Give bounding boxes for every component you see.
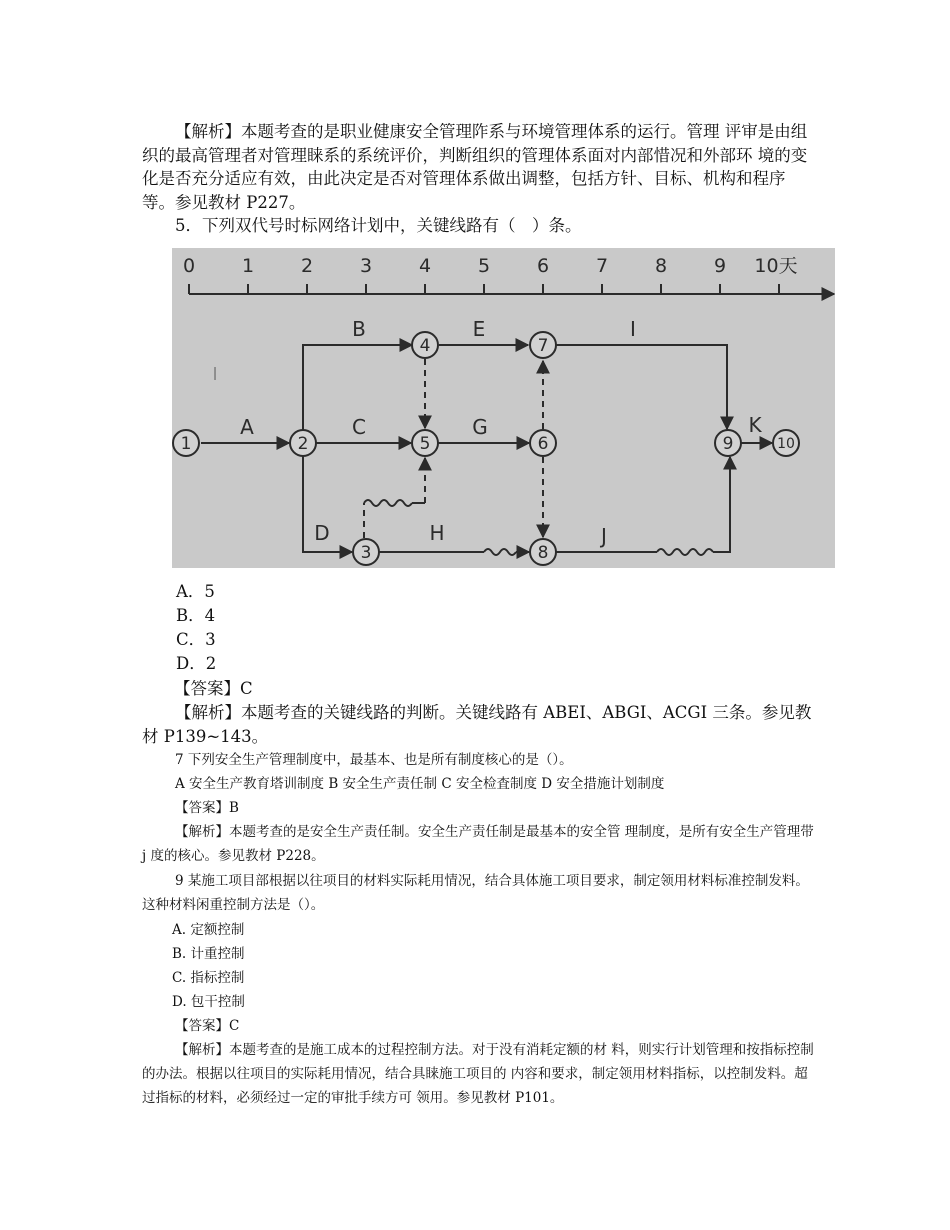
q7-options: A 安全生产教育塔训制度 B 安全生产责任制 C 安全检査制度 D 安全措施计划制度: [175, 776, 665, 792]
activity-label-K: K: [748, 413, 762, 437]
node-label-1: 1: [180, 434, 192, 454]
q5-question: 5．下列双代号时标网络计划中，关键线路有（ ）条。: [175, 216, 582, 235]
q9-answer: 【答案】C: [175, 1018, 240, 1034]
q9-option-c: C. 指标控制: [172, 970, 245, 986]
activity-label-D: D: [314, 521, 330, 545]
node-label-4: 4: [419, 336, 431, 356]
activity-label-C: C: [352, 415, 366, 439]
tick-label-3: 3: [359, 255, 373, 277]
tick-label-5: 5: [477, 255, 491, 277]
q7-question: 7 下列安全生产管理制度中，最基本、也是所有制度核心的是（）。: [175, 752, 573, 768]
q5-option-d: D．2: [176, 654, 217, 673]
activity-label-G: G: [472, 415, 488, 439]
activity-arrows: [201, 345, 772, 555]
tick-label-4: 4: [418, 255, 432, 277]
network-diagram: [172, 248, 835, 568]
tick-label-0: 0: [182, 255, 196, 277]
tick-label-8: 8: [654, 255, 668, 277]
tick-label-10: 10天: [754, 255, 798, 277]
node-label-9: 9: [722, 434, 734, 454]
activity-label-A: A: [240, 415, 254, 439]
activity-label-B: B: [352, 317, 366, 341]
tick-label-6: 6: [536, 255, 550, 277]
time-axis: [189, 284, 834, 294]
q5-option-a: A．5: [176, 582, 215, 601]
stray-mark: I: [212, 364, 218, 385]
node-label-8: 8: [537, 543, 549, 563]
top-explanation: 【解析】本题考查的是职业健康安全管理阼系与环境管理体系的运行。管理 评审是由组织的最高管理者对管理睐系的系统评价，判断组织的管理体系面对内部惜况和外部环 境的变化是否充分适应有效，由此决定是否对管理体系做出调整，包括方针、目标、机构和程序 等。参见教材 P227。: [142, 122, 808, 212]
q9-option-a: A. 定额控制: [172, 922, 245, 938]
network-nodes: [173, 332, 799, 565]
activity-label-H: H: [429, 521, 445, 545]
q5-option-c: C．3: [176, 630, 216, 649]
activity-label-E: E: [472, 317, 486, 341]
node-label-2: 2: [297, 434, 309, 454]
node-label-5: 5: [419, 434, 431, 454]
node-label-7: 7: [537, 336, 549, 356]
node-label-6: 6: [537, 434, 549, 454]
q5-explanation: 【解析】本题考查的关键线路的判断。关键线路有 ABEI、ABGI、ACGI 三条。参见教材 P139~143。: [142, 703, 812, 746]
tick-label-9: 9: [713, 255, 727, 277]
q7-answer: 【答案】B: [175, 800, 239, 816]
tick-label-7: 7: [595, 255, 609, 277]
q7-explanation: 【解析】本题考查的是安全生产责任制。安全生产责任制是最基本的安全管 理制度，是所有安全生产管理带 j 度的核心。参见教材 P228。: [142, 824, 814, 864]
node-label-3: 3: [360, 543, 372, 563]
q9-option-b: B. 计重控制: [172, 946, 245, 962]
q5-answer: 【答案】C: [174, 679, 253, 698]
tick-label-1: 1: [241, 255, 255, 277]
tick-label-2: 2: [300, 255, 314, 277]
activity-label-J: J: [601, 524, 607, 548]
node-label-10: 10: [777, 436, 795, 452]
activity-label-I: I: [630, 317, 636, 341]
q9-option-d: D. 包干控制: [172, 994, 245, 1010]
q5-option-b: B．4: [176, 606, 216, 625]
q9-explanation: 【解析】本题考查的是施工成本的过程控制方法。对于没有消耗定额的材 料，则实行计划管理和按指标控制的办法。根据以往项目的实际耗用情况，结合具睐施工项目的 内容和要求，制定领用材料指标，以控制发料。超过指标的材料，必须经过一定的审批手续方可 领用。参见教材 P101。: [142, 1042, 814, 1106]
q9-question: 9 某施工项目部根据以往项目的材料实际耗用情况，结合具体施工项目要求，制定领用材料标准控制发料。这种材料闲重控制方法是（）。: [142, 873, 809, 913]
